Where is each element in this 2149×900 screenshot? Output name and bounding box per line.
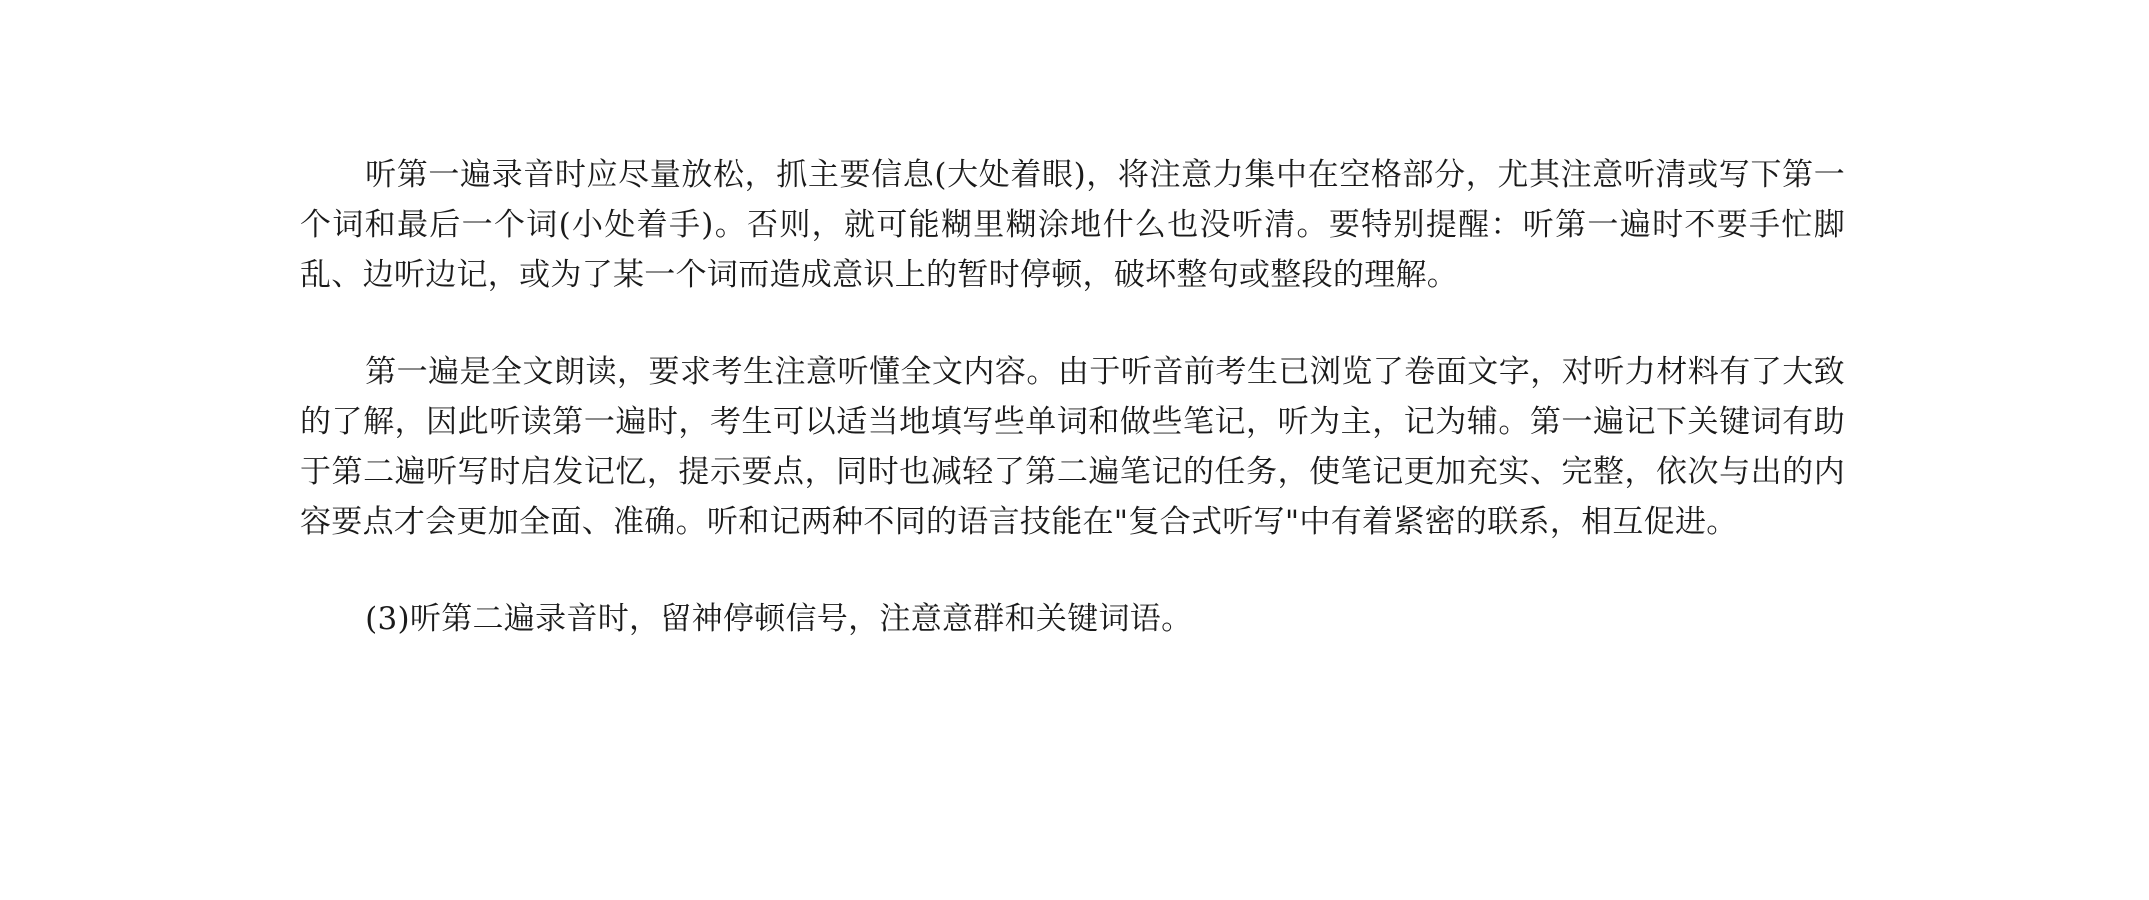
paragraph-spacer-1	[300, 327, 1845, 347]
paragraph-3: (3)听第二遍录音时，留神停顿信号，注意意群和关键词语。	[365, 600, 1193, 637]
paragraph-2: 第一遍是全文朗读，要求考生注意听懂全文内容。由于听音前考生已浏览了卷面文字，对听力材料有了大致的了解，因此听读第一遍时，考生可以适当地填写些单词和做些笔记，听为主，记为辅。第一遍记下关键词有助于第二遍听写时启发记忆，提示要点，同时也减轻了第二遍笔记的任务，使笔记更加充实、完整，依次与出的内容要点才会更加全面、准确。听和记两种不同的语言技能在"复合式听写"中有着紧密的联系，相互促进。	[300, 353, 1845, 541]
paragraph-1: 听第一遍录音时应尽量放松，抓主要信息(大处着眼)，将注意力集中在空格部分，尤其注意听清或写下第一个词和最后一个词(小处着手)。否则，就可能糊里糊涂地什么也没听清。要特别提醒：听第一遍时不要手忙脚乱、边听边记，或为了某一个词而造成意识上的暂时停顿，破坏整句或整段的理解。	[300, 157, 1845, 294]
paragraph-spacer-2	[300, 574, 1845, 594]
document-text-body	[300, 150, 1845, 644]
